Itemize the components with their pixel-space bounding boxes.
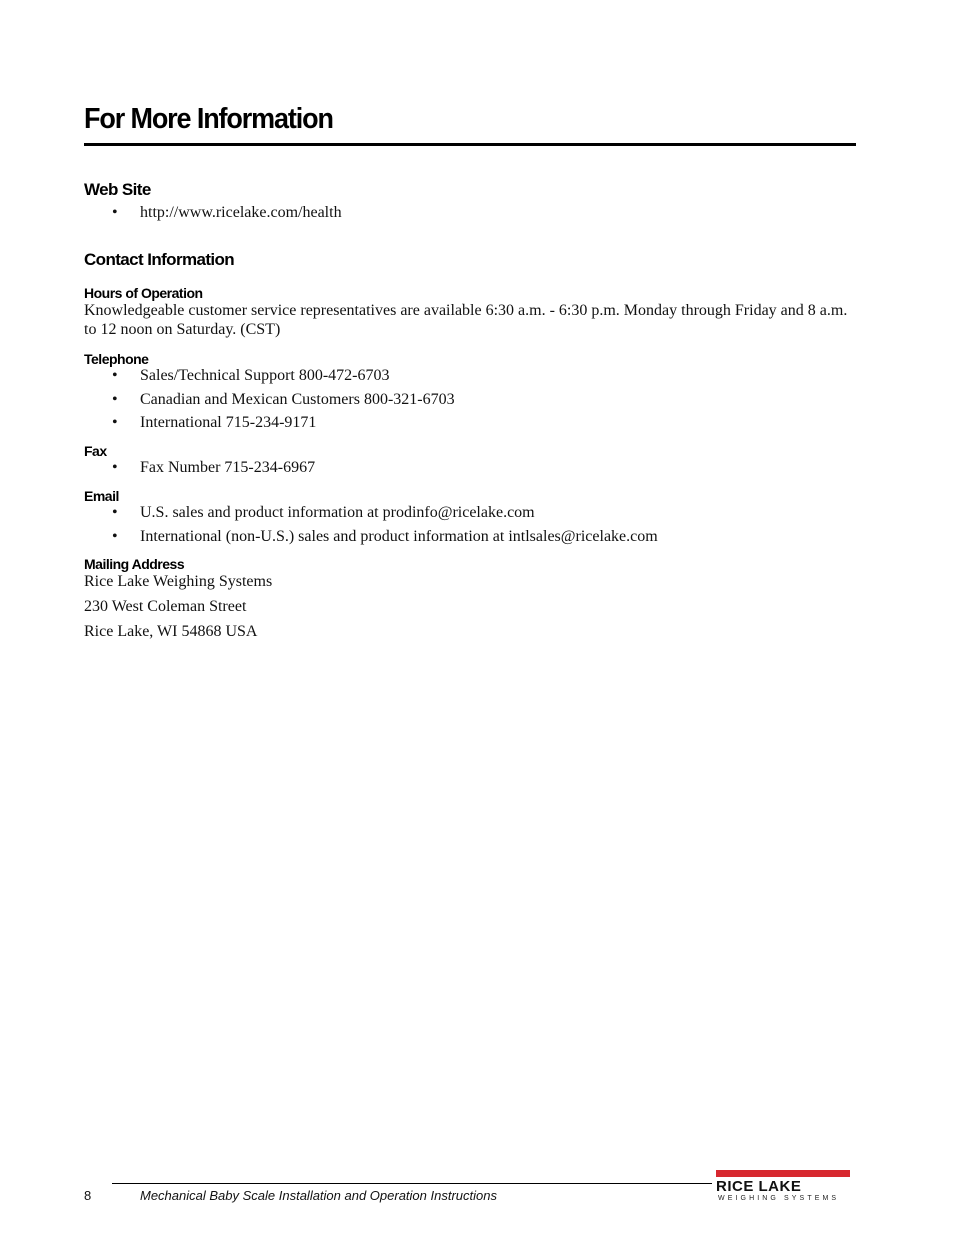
list-item bbox=[112, 458, 315, 477]
contact-heading: Contact Information bbox=[84, 250, 235, 269]
telephone-item: Canadian and Mexican Customers 800-321-6703 bbox=[140, 391, 455, 408]
bullet-icon: • bbox=[112, 204, 118, 221]
bullet-icon: • bbox=[112, 367, 118, 384]
web-site-url[interactable]: http://www.ricelake.com/health bbox=[140, 204, 342, 221]
list-item bbox=[112, 527, 658, 546]
web-site-heading: Web Site bbox=[84, 180, 151, 199]
footer-rule bbox=[112, 1183, 712, 1184]
web-site-item bbox=[112, 203, 342, 222]
email-item: U.S. sales and product information at prodinfo@ricelake.com bbox=[140, 504, 535, 521]
telephone-heading: Telephone bbox=[84, 351, 149, 367]
page-title: For More Information bbox=[84, 103, 333, 135]
bullet-icon: • bbox=[112, 414, 118, 431]
list-item bbox=[112, 413, 316, 432]
mailing-heading: Mailing Address bbox=[84, 556, 185, 572]
page-number: 8 bbox=[84, 1188, 92, 1203]
fax-heading: Fax bbox=[84, 443, 107, 459]
list-item bbox=[112, 366, 390, 385]
logo-red-bar bbox=[716, 1170, 850, 1177]
hours-text: Knowledgeable customer service representatives are available 6:30 a.m. - 6:30 p.m. Monday through Friday and 8 a.m. to 12 noon on Saturday. (CST) bbox=[84, 302, 848, 338]
title-rule bbox=[84, 143, 856, 146]
bullet-icon: • bbox=[112, 459, 118, 476]
logo-sub-text: WEIGHING SYSTEMS bbox=[718, 1195, 840, 1202]
list-item bbox=[112, 503, 535, 522]
email-item: International (non-U.S.) sales and product information at intlsales@ricelake.com bbox=[140, 528, 658, 545]
mailing-line: Rice Lake, WI 54868 USA bbox=[84, 623, 258, 640]
mailing-line: Rice Lake Weighing Systems bbox=[84, 573, 273, 590]
telephone-item: Sales/Technical Support 800-472-6703 bbox=[140, 367, 390, 384]
fax-item: Fax Number 715-234-6967 bbox=[140, 459, 316, 476]
bullet-icon: • bbox=[112, 391, 118, 408]
bullet-icon: • bbox=[112, 504, 118, 521]
email-heading: Email bbox=[84, 488, 119, 504]
mailing-line: 230 West Coleman Street bbox=[84, 598, 247, 615]
rice-lake-logo bbox=[716, 1170, 851, 1204]
hours-heading: Hours of Operation bbox=[84, 285, 203, 301]
list-item bbox=[112, 390, 455, 409]
bullet-icon: • bbox=[112, 528, 118, 545]
footer-doc-title: Mechanical Baby Scale Installation and Operation Instructions bbox=[140, 1188, 497, 1203]
logo-main-text: RICE LAKE bbox=[716, 1178, 802, 1195]
telephone-item: International 715-234-9171 bbox=[140, 414, 317, 431]
